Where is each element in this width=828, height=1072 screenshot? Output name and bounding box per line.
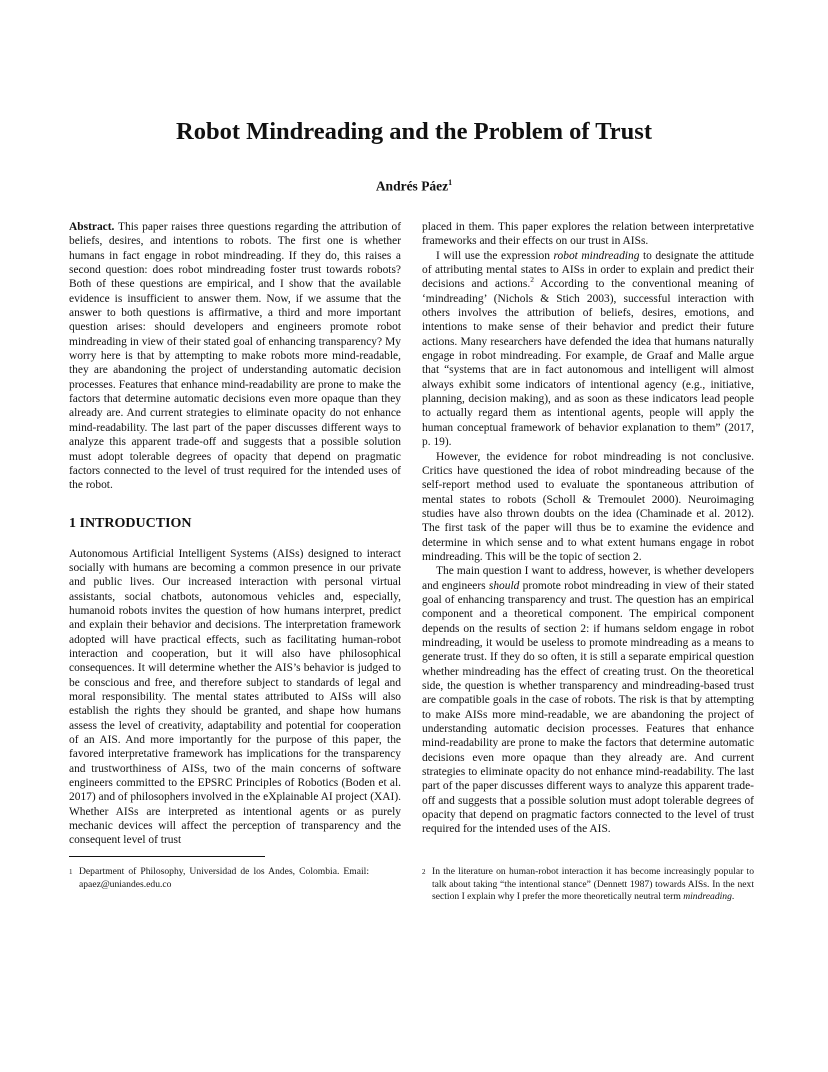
author-name: Andrés Páez: [375, 178, 449, 194]
term-robot-mindreading: robot mindreading: [553, 249, 640, 262]
intro-paragraph-2: I will use the expression robot mindreading to designate the attitude of attributing mental states to AISs in order to explain and predict their decisions and actions.$^2$ According to the conventional meaning of ‘mindreading’ (Nichols & Stich 2003), successful interaction with others involves the attribution of beliefs, desires, emotions, and intentions to make sense of their behavior and predict their future actions. Many researchers have defended the idea that humans naturally engage in robot mindreading. For example, de Graaf and Malle argue that “systems that are in fact autonomous and intelligent will almost always exhibit some indicators of intentional agency (e.g., initiative, planning, decision making), and as soon as these indicators lead people to actually regard them as intentional agents, people will apply the human conceptual framework of behavior explanation to them” (2017, p. 19).: [422, 249, 755, 449]
footnote-2-number: 2: [422, 868, 426, 876]
term-should: should: [488, 579, 520, 592]
footnote-2-text: In the literature on human-robot interaction it has become increasingly popular to talk about taking “the intentional stance” (Dennett 1987) towards AISs. In the next section I explain why I prefer the more theoretically neutral term mindreading.: [432, 866, 754, 902]
author-footnote-mark: 1: [448, 178, 453, 187]
footnote-divider: [69, 856, 265, 857]
abstract-text: This paper raises three questions regarding the attribution of beliefs, desires, and intentions to robots. The first one is whether humans in fact engage in robot mindreading. If they do, this raises a second question: does robot mindreading foster trust towards robots? Both of these questions are empirical, and I show that the available evidence is insufficient to answer them. Now, if we assume that the answer to both questions is affirmative, a third and more important question arises: should developers and engineers promote robot mindreading in view of their stated goal of enhancing transparency? My worry here is that by attempting to make robots more mind-readable, they are abandoning the project of understanding automatic decision processes. Features that enhance mind-readability are prone to make the factors that determine automatic decisions even more opaque than they already are. And current strategies to eliminate opacity do not enhance mind-readability. The last part of the paper discusses different ways to analyze this apparent trade-off and suggests that a possible solution must adopt tolerable degrees of opacity that depend on pragmatic factors connected to the level of trust required for the intended uses of the robot.: [69, 221, 401, 492]
intro-paragraph-3: However, the evidence for robot mindreading is not conclusive. Critics have questioned the idea of robot mindreading because of the self-report method used to evaluate the spontaneous attribution of mental states to robots (Scholl & Tremoulet 2000). Neuroimaging studies have also thrown doubts on the idea (Chaminade et al. 2012). The first task of the paper will thus be to examine the evidence and determine in which sense and to what extent humans engage in robot mindreading. This will be the topic of section 2.: [422, 450, 754, 563]
right-column: [422, 220, 754, 837]
paper-title: Robot Mindreading and the Problem of Trust: [176, 118, 652, 145]
section-heading-introduction: 1 INTRODUCTION: [69, 515, 192, 531]
intro-paragraph-4: The main question I want to address, however, is whether developers and engineers should promote robot mindreading in view of their stated goal of enhancing transparency and trust. The question has an empirical component and a theoretical component. The empirical component depends on the results of section 2: if humans seldom engage in robot mindreading, it would be useless to promote mindreading as a means to generate trust. If they do so often, it is still a separate empirical question whether mindreading has the effect of creating trust. On the theoretical side, the question is whether transparency and mindreading-based trust are compatible goals in the case of robots. The risk is that by attempting to make AISs more mind-readable, we are abandoning the project of understanding automatic decision processes. Features that enhance mind-readability are prone to make the factors that determine automatic decisions even more opaque than they already are. And current strategies to eliminate opacity do not enhance mind-readability. The last part of the paper discusses different ways to analyze this apparent trade-off and suggests that a possible solution must adopt tolerable degrees of opacity that depend on pragmatic factors connected to the level of trust required for the intended uses of the AIS.: [422, 565, 754, 836]
footnote-1: [69, 866, 369, 891]
abstract-label: Abstract.: [69, 221, 115, 233]
footnote-ref-2: 2: [530, 275, 534, 285]
footnote-1-number: 1: [69, 868, 73, 876]
intro-paragraph-1-continued: placed in them. This paper explores the relation between interpretative frameworks and their effects on our trust in AISs.: [422, 221, 754, 248]
footnote-1-text: Department of Philosophy, Universidad de los Andes, Colombia. Email: apaez@uniandes.edu.co: [79, 866, 369, 890]
author-line: [0, 178, 828, 195]
left-column: [69, 220, 401, 848]
footnote-2: [422, 866, 754, 904]
intro-paragraph-1: Autonomous Artificial Intelligent Systems (AISs) designed to interact socially with humans are becoming a common presence in our private and public lives. Our increased interaction with personal virtual assistants, social chatbots, autonomous vehicles and, especially, humanoid robots invites the question of how humans interpret, predict and explain their behavior and decisions. The interpretation framework adopted will have practical effects, such as facilitating human-robot interaction and cooperation, but it will also have philosophical consequences. It will determine whether the AIS’s behavior is judged to be conscious and free, and therefore subject to standards of legal and moral responsibility. The mental states attributed to AISs will also establish the rights they should be granted, and shape how humans assess the level of creativity, adaptability and potential for cooperation of an AIS. And more importantly for the purpose of this paper, the favored interpretative framework has implications for the transparency and trustworthiness of AISs, two of the main concerns of software engineers committed to the EPSRC Principles of Robotics (Boden et al. 2017) and of philosophers involved in the eXplainable AI project (XAI). Whether AISs are interpreted as intentional agents or as purely mechanic devices will affect the perception of transparency and the consequent level of trust: [69, 547, 401, 847]
abstract: [69, 220, 401, 493]
